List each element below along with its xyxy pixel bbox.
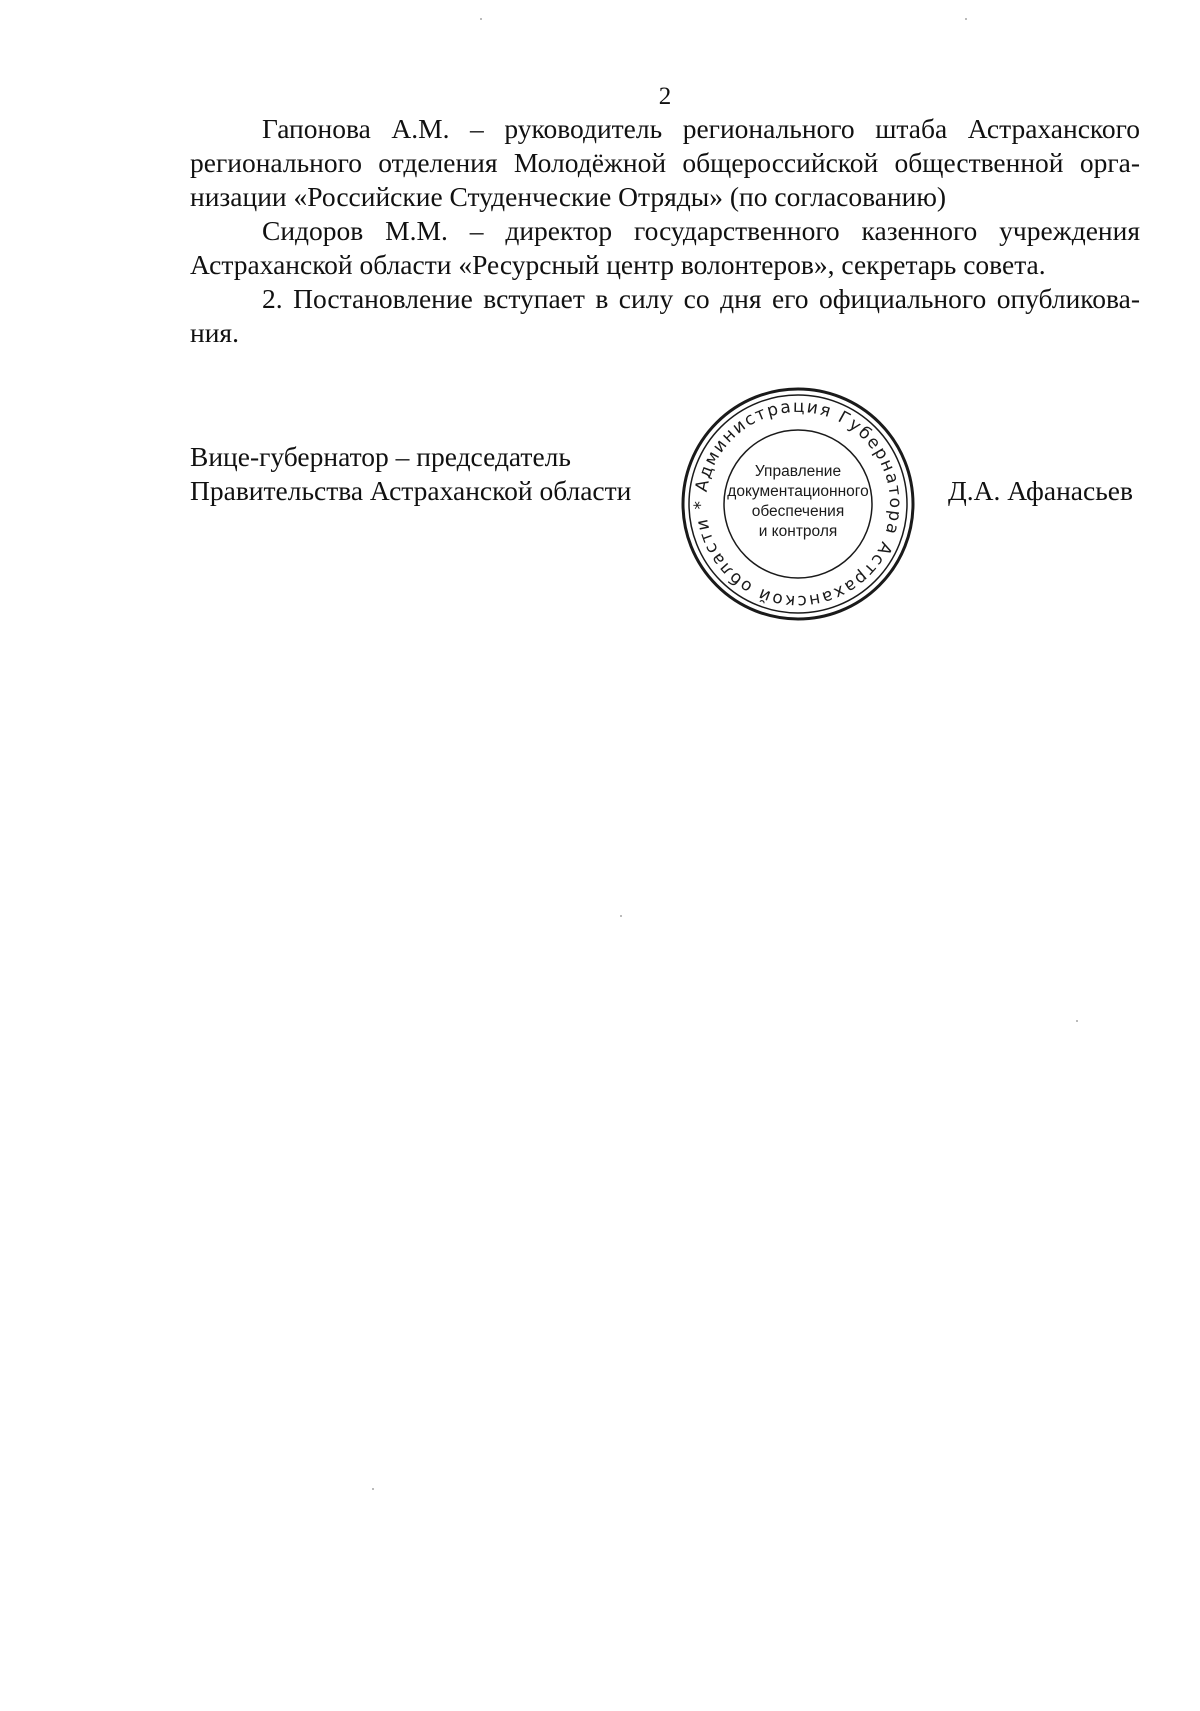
official-seal <box>680 386 916 622</box>
seal-center-line: и контроля <box>758 523 838 540</box>
text-line: низации «Российские Студенческие Отряды» (по согласованию) <box>190 181 947 212</box>
text-line: регионального отделения Молодёжной общероссийской общественной орга- <box>190 147 1140 178</box>
document-body <box>190 112 1140 350</box>
text-line: ния. <box>190 317 239 348</box>
seal-ring-text: Администрация Губернатора Астраханской области * <box>690 396 906 612</box>
text-line: Гапонова А.М. – руководитель регионального штаба Астраханского <box>262 113 1140 144</box>
paragraph-sidorov <box>190 214 1140 282</box>
scan-speck <box>1076 1020 1078 1022</box>
text-line: Сидоров М.М. – директор государственного казенного учреждения <box>262 215 1140 246</box>
seal-center-line: Управление <box>754 463 842 480</box>
paragraph-clause-2 <box>190 282 1140 350</box>
scan-speck <box>480 18 482 20</box>
scan-speck <box>372 1488 374 1490</box>
scan-speck <box>965 18 967 20</box>
text-line: Астраханской области «Ресурсный центр волонтеров», секретарь совета. <box>190 249 1046 280</box>
seal-center-text <box>680 462 916 542</box>
signature-title-line-2: Правительства Астраханской области <box>190 475 632 506</box>
seal-center-line: обеспечения <box>751 503 845 520</box>
text-line: 2. Постановление вступает в силу со дня его официального опубликова- <box>262 283 1140 314</box>
paragraph-gaponova <box>190 112 1140 214</box>
scan-speck <box>620 915 622 917</box>
signature-title <box>190 440 631 508</box>
page-number: 2 <box>658 83 672 110</box>
seal-center-line: документационного <box>727 483 869 500</box>
signer-name: Д.А. Афанасьев <box>948 475 1133 506</box>
signature-title-line-1: Вице-губернатор – председатель <box>190 441 571 472</box>
